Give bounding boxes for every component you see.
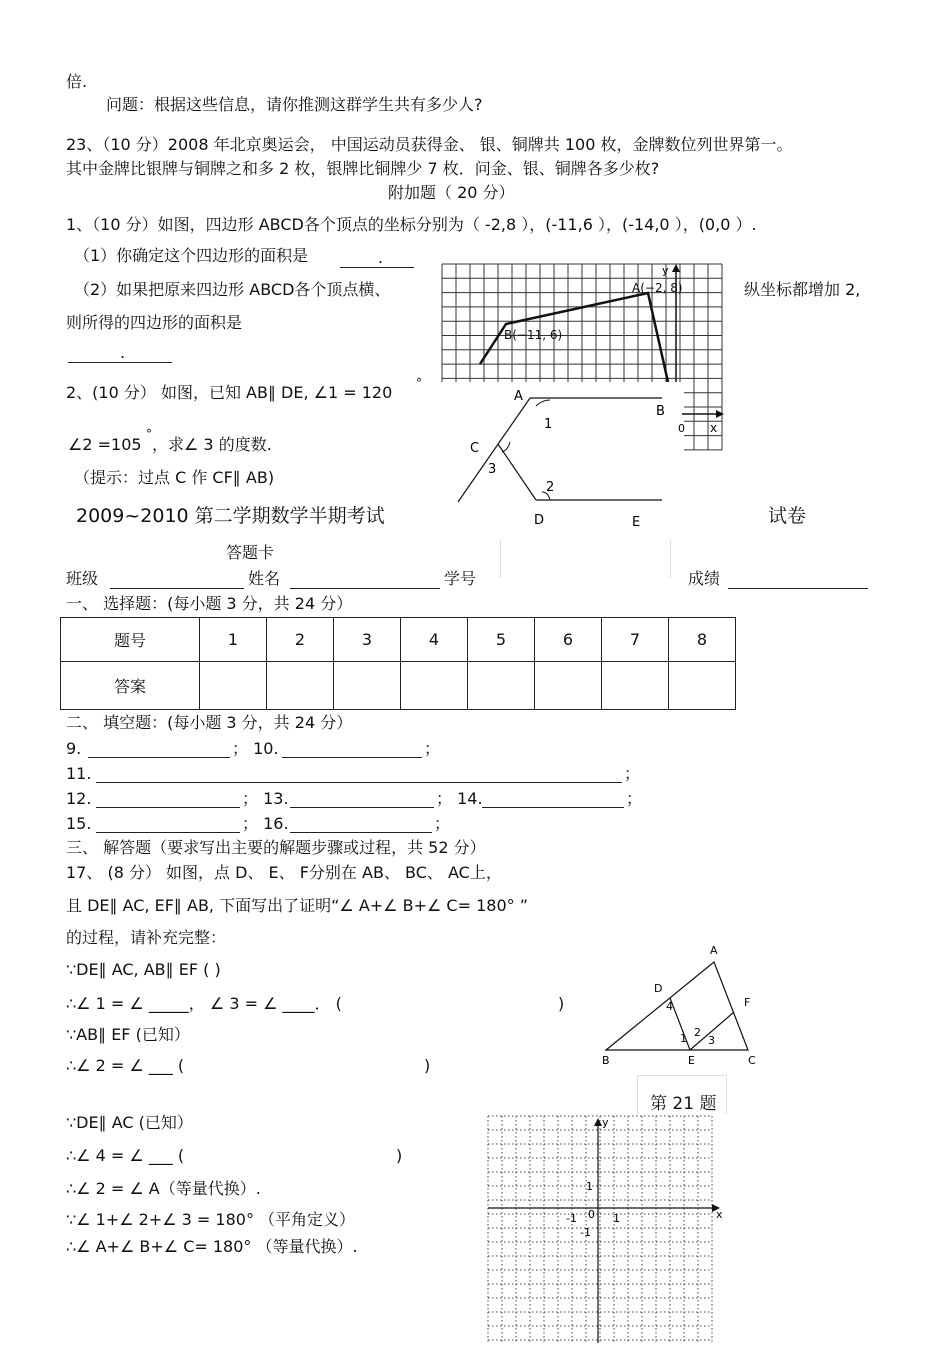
triangle-abc xyxy=(606,962,751,1050)
section-choice-heading: 一、 选择题：(每小题 3 分，共 24 分） xyxy=(66,594,353,613)
separator: ； xyxy=(434,814,451,833)
bonus-q1-part2-end: 则所得的四边形的面积是 xyxy=(66,313,243,332)
answer-table xyxy=(60,617,736,710)
exam-title: 2009~2010 第二学期数学半期考试 xyxy=(76,505,385,527)
tick-label: 1 xyxy=(613,1212,620,1225)
question-number: 1 xyxy=(200,618,267,662)
origin-label: 0 xyxy=(678,422,685,435)
label-d: D xyxy=(654,982,663,995)
class-label: 班级 xyxy=(66,569,99,588)
origin-label: 0 xyxy=(588,1208,595,1221)
label-a: A xyxy=(710,944,718,957)
y-arrow xyxy=(594,1118,602,1126)
fill-15-label: 15. xyxy=(66,814,92,833)
label-b: B xyxy=(602,1054,610,1067)
proof-step-end: ) xyxy=(396,1146,403,1165)
label-e: E xyxy=(688,1054,695,1067)
bonus-q2-rest: ，求∠ 3 的度数. xyxy=(152,435,272,454)
question-23-line2: 其中金牌比银牌与铜牌之和多 2 枚，银牌比铜牌少 7 枚．问金、银、铜牌各多少枚? xyxy=(66,159,660,178)
question-17-line1: 17、 (8 分） 如图，点 D、 E、 F分别在 AB、 BC、 AC上， xyxy=(66,863,502,882)
bonus-q2-hint: （提示：过点 C 作 CF∥ AB) xyxy=(74,468,275,487)
bonus-q1-part2: （2）如果把原来四边形 ABCD各个顶点横、 xyxy=(74,280,391,299)
fill-16-blank[interactable] xyxy=(290,832,432,833)
bonus-q1: 1、（10 分）如图，四边形 ABCD各个顶点的坐标分别为（ -2,8 ），(-11,6 ），(-14,0 ），(0,0 ）. xyxy=(66,215,757,234)
segment xyxy=(498,444,536,500)
angle-label-3: 3 xyxy=(708,1034,715,1047)
proof-step: ∴∠ A+∠ B+∠ C= 180° （等量代换）. xyxy=(66,1237,358,1256)
bonus-q2: 2、(10 分） 如图，已知 AB∥ DE, ∠1 = 120 xyxy=(66,383,393,402)
tick-label: -1 xyxy=(566,1212,577,1225)
angle-label-4: 4 xyxy=(666,1000,673,1013)
proof-step: ∵DE∥ AC (已知） xyxy=(66,1113,193,1132)
fill-10-label: ； 10. xyxy=(232,739,279,758)
blank-dot: . xyxy=(120,343,126,362)
tick-label: 1 xyxy=(586,1180,593,1193)
tick-label: -1 xyxy=(580,1226,591,1239)
question-17-line2: 且 DE∥ AC, EF∥ AB, 下面写出了证明“∠ A+∠ B+∠ C= 180° ” xyxy=(66,896,528,915)
x-label: x xyxy=(710,421,718,435)
proof-step: ∴∠ 4 = ∠ ___ ( xyxy=(66,1146,185,1165)
label-a: A xyxy=(514,389,523,404)
question-number: 3 xyxy=(334,618,401,662)
proof-step-end: ) xyxy=(558,994,565,1013)
figure-21-caption: 第 21 题 xyxy=(650,1094,717,1114)
question-17-line3: 的过程，请补充完整： xyxy=(66,928,227,947)
bonus-title: 附加题（ 20 分） xyxy=(388,183,515,202)
fill-13-blank[interactable] xyxy=(290,807,434,808)
answer-cell[interactable] xyxy=(334,662,401,710)
exam-title-suffix: 试卷 xyxy=(768,505,807,527)
fill-15-blank[interactable] xyxy=(96,832,240,833)
angle-figure xyxy=(452,380,692,530)
fill-11-label: 11. xyxy=(66,764,92,783)
question-number: 4 xyxy=(401,618,468,662)
answer-blank[interactable] xyxy=(340,267,414,268)
question-number: 8 xyxy=(669,618,736,662)
coordinate-grid xyxy=(486,1114,728,1344)
question-number: 6 xyxy=(535,618,602,662)
blank-dot: . xyxy=(378,248,384,267)
proof-step: ∴∠ 1 = ∠ _____， ∠ 3 = ∠ ____． ( xyxy=(66,994,342,1013)
name-field[interactable] xyxy=(290,588,440,589)
fill-10-blank[interactable] xyxy=(282,757,422,758)
fill-14-label: ； 14. xyxy=(436,789,483,808)
angle-label-3: 3 xyxy=(488,462,497,477)
label-f: F xyxy=(744,996,751,1009)
table-header-label: 题号 xyxy=(61,618,200,662)
label-b: B xyxy=(656,404,665,419)
separator: ； xyxy=(626,789,643,808)
answer-cell[interactable] xyxy=(468,662,535,710)
class-field[interactable] xyxy=(110,588,244,589)
angle-label-1: 1 xyxy=(544,417,553,432)
answer-cell[interactable] xyxy=(200,662,267,710)
section-fill-heading: 二、 填空题：(每小题 3 分，共 24 分） xyxy=(66,713,353,732)
table-row xyxy=(61,662,736,710)
degree-sign: ° xyxy=(146,427,152,441)
question-number: 2 xyxy=(267,618,334,662)
fill-13-label: ； 13. xyxy=(242,789,289,808)
fill-9-blank[interactable] xyxy=(88,757,230,758)
answer-cell[interactable] xyxy=(267,662,334,710)
answer-cell[interactable] xyxy=(401,662,468,710)
fill-9-label: 9. xyxy=(66,739,82,758)
score-label: 成绩 xyxy=(688,569,721,588)
bonus-q1-part1: （1）你确定这个四边形的面积是 xyxy=(74,246,309,265)
y-label: y xyxy=(662,264,669,277)
answer-blank[interactable] xyxy=(68,362,172,363)
label-d: D xyxy=(534,513,545,528)
x-label: x xyxy=(716,1208,723,1221)
proof-step: ∵AB∥ EF (已知） xyxy=(66,1025,190,1044)
point-b-label: B(−11, 6) xyxy=(504,328,563,342)
x-arrow xyxy=(716,410,724,418)
fill-12-blank[interactable] xyxy=(96,807,240,808)
proof-step: ∴∠ 2 = ∠ A（等量代换）. xyxy=(66,1179,261,1198)
bonus-q2-angle2: ∠2 =105 xyxy=(68,435,142,454)
angle-label-2: 2 xyxy=(546,480,555,495)
student-id-label: 学号 xyxy=(444,569,477,588)
answer-cell[interactable] xyxy=(669,662,736,710)
name-label: 姓名 xyxy=(248,569,281,588)
label-e: E xyxy=(632,515,641,530)
label-c: C xyxy=(748,1054,756,1067)
proof-step: ∴∠ 2 = ∠ ___ ( xyxy=(66,1056,185,1075)
question-text: 问题：根据这些信息，请你推测这群学生共有多少人? xyxy=(106,95,483,114)
angle-label-1: 1 xyxy=(680,1032,687,1045)
answer-cell[interactable] xyxy=(602,662,669,710)
table-row xyxy=(61,618,736,662)
separator: ； xyxy=(424,739,441,758)
text-line: 倍. xyxy=(66,72,88,91)
y-arrow xyxy=(672,264,680,272)
label-c: C xyxy=(470,441,480,456)
answer-row-label: 答案 xyxy=(61,662,200,710)
segment xyxy=(458,398,530,502)
question-number: 5 xyxy=(468,618,535,662)
angle-label-2: 2 xyxy=(694,1026,701,1039)
y-label: y xyxy=(602,1116,609,1129)
proof-step-end: ) xyxy=(424,1056,431,1075)
score-field[interactable] xyxy=(728,588,868,589)
point-a-label: A(−2, 8) xyxy=(632,281,683,295)
proof-step: ∵DE∥ AC, AB∥ EF ( ) xyxy=(66,960,221,979)
fill-16-label: ； 16. xyxy=(242,814,289,833)
fill-12-label: 12. xyxy=(66,789,92,808)
degree-sign: ° xyxy=(416,376,422,390)
fill-11-blank[interactable] xyxy=(96,782,622,783)
triangle-figure xyxy=(596,940,766,1070)
question-23-line1: 23、（10 分）2008 年北京奥运会， 中国运动员获得金、 银、铜牌共 100 枚，金牌数位列世界第一。 xyxy=(66,135,793,154)
section-solution-heading: 三、 解答题（要求写出主要的解题步骤或过程，共 52 分） xyxy=(66,838,486,857)
separator: ； xyxy=(624,764,641,783)
fill-14-blank[interactable] xyxy=(482,807,624,808)
proof-step: ∵∠ 1+∠ 2+∠ 3 = 180° （平角定义） xyxy=(66,1210,356,1229)
bonus-q1-part2-cont: 纵坐标都增加 2, xyxy=(744,280,861,299)
answer-cell[interactable] xyxy=(535,662,602,710)
question-number: 7 xyxy=(602,618,669,662)
answer-card-title: 答题卡 xyxy=(226,543,275,562)
